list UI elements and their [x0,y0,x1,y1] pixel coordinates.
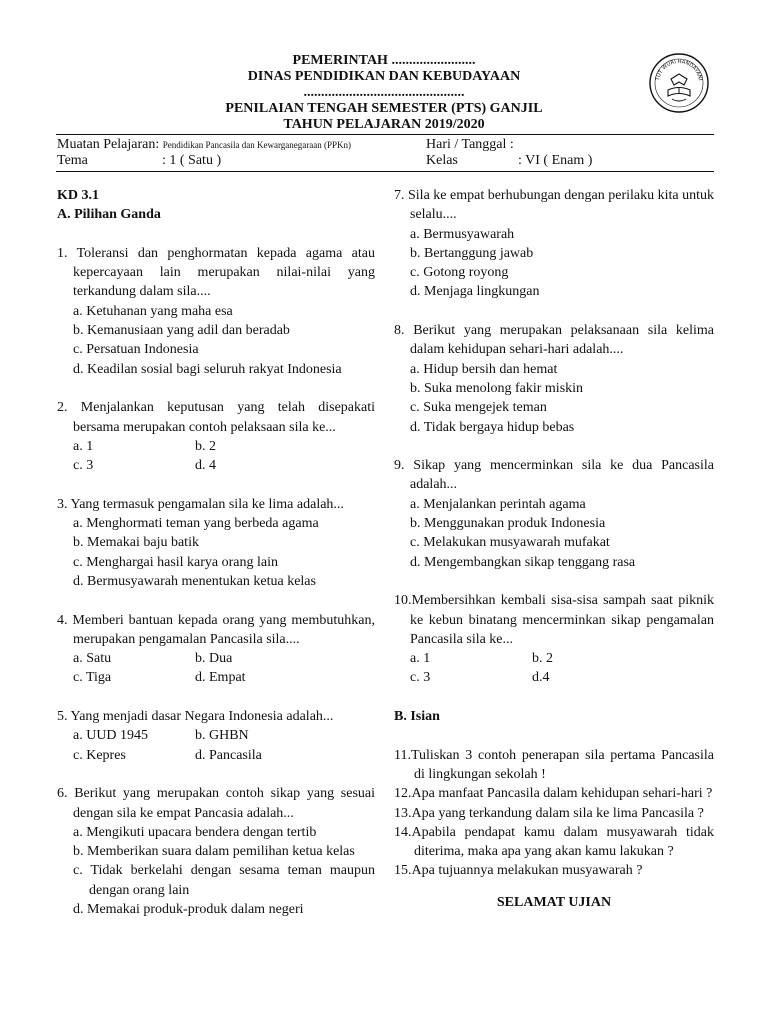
date-row [426,137,514,153]
essay-question-11: 11.Tuliskan 3 contoh penerapan sila pertama Pancasila di lingkungan sekolah ! [394,747,714,782]
left-column [57,186,375,919]
option-b: b. Memakai baju batik [73,535,199,551]
kd-label: KD 3.1 [57,188,99,203]
option-b: b. 2 [532,651,553,667]
subject-separator: : [155,137,160,152]
header-divider-top [56,134,714,135]
option-c: c. Melakukan musyawarah mufakat [410,535,610,551]
question-text: 7. Sila ke empat berhubungan dengan perilaku kita untuk selalu.... [394,188,714,223]
option-d: d. Keadilan sosial bagi seluruh rakyat Indonesia [73,361,342,377]
tut-wuri-handayani-logo [648,52,710,114]
option-c: c. Gotong royong [410,265,509,281]
option-b: b. Menggunakan produk Indonesia [410,516,606,532]
question-8 [394,321,714,437]
essay-question-15: 15.Apa tujuannya melakukan musyawarah ? [394,863,643,879]
question-1 [57,244,375,379]
question-3 [57,495,375,591]
option-a: a. Satu [73,651,112,667]
question-7 [394,186,714,302]
option-b: b. Dua [195,651,233,667]
option-a: a. 1 [410,651,431,667]
question-2 [57,398,375,475]
right-column [394,186,714,912]
question-text: 4. Memberi bantuan kepada orang yang membutuhkan, merupakan pengamalan Pancasila sila.... [57,612,375,647]
option-c: c. Menghargai hasil karya orang lain [73,554,279,570]
essay-question-12: 12.Apa manfaat Pancasila dalam kehidupan sehari-hari ? [394,786,713,802]
question-text: 2. Menjalankan keputusan yang telah disepakati bersama merupakan contoh pelaksaan sila ke... [57,400,375,435]
header-exam-title: PENILAIAN TENGAH SEMESTER (PTS) GANJIL [225,101,543,116]
option-b: b. Memberikan suara dalam pemilihan ketua kelas [73,844,355,860]
option-d: d. Bermusyawarah menentukan ketua kelas [73,573,316,589]
option-b: b. Bertanggung jawab [410,245,534,261]
theme-value: : 1 ( Satu ) [162,153,222,168]
essay-question-14: 14.Apabila pendapat kamu dalam musyawarah tidak diterima, maka apa yang akan kamu lakukan ? [394,824,714,860]
class-row [426,153,592,169]
option-b: b. 2 [195,438,216,454]
option-a: a. Menjalankan perintah agama [410,496,586,512]
date-label: Hari / Tanggal : [426,137,514,152]
theme-label: Tema [57,153,88,168]
subject-row [57,137,351,153]
option-a: a. Menghormati teman yang berbeda agama [73,516,319,532]
part-a-title: A. Pilihan Ganda [57,207,161,223]
header-government: PEMERINTAH ........................ [292,53,476,68]
option-c: c. 3 [73,458,94,474]
question-text: 8. Berikut yang merupakan pelaksanaan sila kelima dalam kehidupan sehari-hari adalah.... [394,323,714,358]
option-a: a. Bermusyawarah [410,226,515,242]
header-academic-year: TAHUN PELAJARAN 2019/2020 [283,117,485,132]
option-d: d. Empat [195,670,246,686]
question-9 [394,456,714,572]
option-c: c. Persatuan Indonesia [73,342,199,358]
option-b: b. GHBN [195,728,249,744]
option-c: c. Tidak berkelahi dengan sesama teman maupun dengan orang lain [73,863,375,898]
question-6 [57,784,375,919]
closing-message: SELAMAT UJIAN [496,894,612,910]
question-5 [57,707,375,765]
class-value: : VI ( Enam ) [518,153,593,168]
question-text: 5. Yang menjadi dasar Negara Indonesia adalah... [57,709,334,725]
option-d: d. Menjaga lingkungan [410,284,540,300]
logo-motto-text: TUT WURI HANDAYANI [655,58,703,82]
option-d: d. Tidak bergaya hidup bebas [410,419,575,435]
header-department: DINAS PENDIDIKAN DAN KEBUDAYAAN [247,69,521,84]
option-a: a. 1 [73,438,94,454]
option-d: d. Mengembangkan sikap tenggang rasa [410,554,636,570]
subject-value: Pendidikan Pancasila dan Kewarganegaraan (PPKn) [162,140,352,150]
class-label: Kelas [426,153,458,168]
option-c: c. Kepres [73,747,126,763]
question-10 [394,591,714,687]
header-region-dots: .............................................. [303,85,465,100]
option-a: a. Ketuhanan yang maha esa [73,303,233,319]
question-text: 10.Membersihkan kembali sisa-sisa sampah saat piknik ke kebun binatang mencerminkan sikap pengamalan Pancasila sila ke... [394,593,714,647]
question-text: 9. Sikap yang mencerminkan sila ke dua Pancasila adalah... [394,458,714,493]
question-4 [57,611,375,688]
option-b: b. Kemanusiaan yang adil dan beradab [73,323,290,339]
option-c: c. Tiga [73,670,112,686]
option-a: a. Mengikuti upacara bendera dengan tertib [73,824,317,840]
option-d: d. 4 [195,458,216,474]
option-d: d.4 [532,670,550,686]
option-d: d. Pancasila [195,747,262,763]
question-text: 1. Toleransi dan penghormatan kepada agama atau kepercayaan lain merupakan nilai-nilai yang terkandung dalam sila.... [57,245,375,300]
question-text: 3. Yang termasuk pengamalan sila ke lima adalah... [57,496,344,512]
header-divider-bottom [56,171,714,172]
option-b: b. Suka menolong fakir miskin [410,380,584,396]
option-c: c. Suka mengejek teman [410,400,547,416]
theme-row [57,153,221,169]
part-b-title: B. Isian [394,709,440,725]
option-a: a. UUD 1945 [73,728,149,744]
question-text: 6. Berikut yang merupakan contoh sikap yang sesuai dengan sila ke empat Pancasia adalah... [57,786,375,821]
subject-label: Muatan Pelajaran [57,137,156,152]
option-d: d. Memakai produk-produk dalam negeri [73,901,304,917]
option-c: c. 3 [410,670,431,686]
option-a: a. Hidup bersih dan hemat [410,361,558,377]
essay-question-13: 13.Apa yang terkandung dalam sila ke lima Pancasila ? [394,805,704,821]
